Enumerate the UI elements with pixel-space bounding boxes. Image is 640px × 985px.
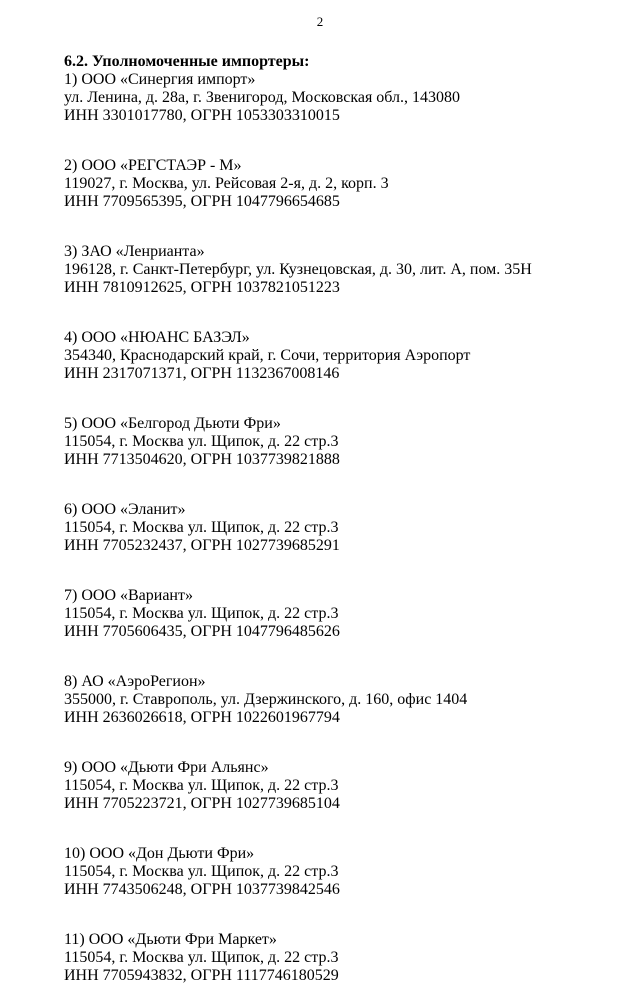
importer-ids: ИНН 7705232437, ОГРН 1027739685291	[64, 537, 340, 554]
importer-ids: ИНН 7810912625, ОГРН 1037821051223	[64, 279, 340, 296]
document-body	[64, 53, 604, 985]
importer-ids: ИНН 7705223721, ОГРН 1027739685104	[64, 795, 340, 812]
importer-ids: ИНН 7743506248, ОГРН 1037739842546	[64, 881, 340, 898]
importer-entry	[64, 501, 604, 555]
importer-name: 2) ООО «РЕГСТАЭР - М»	[64, 157, 242, 174]
section-heading: 6.2. Уполномоченные импортеры:	[64, 53, 310, 70]
importer-address: 119027, г. Москва, ул. Рейсовая 2-я, д. 2, корп. 3	[64, 175, 389, 192]
importer-name: 11) ООО «Дьюти Фри Маркет»	[64, 931, 277, 948]
importer-address: 115054, г. Москва ул. Щипок, д. 22 стр.3	[64, 433, 339, 450]
importer-entry	[64, 673, 604, 727]
importer-address: 355000, г. Ставрополь, ул. Дзержинского, д. 160, офис 1404	[64, 691, 468, 708]
importer-name: 4) ООО «НЮАНС БАЗЭЛ»	[64, 329, 250, 346]
importer-name: 1) ООО «Синергия импорт»	[64, 71, 256, 88]
importer-name: 9) ООО «Дьюти Фри Альянс»	[64, 759, 269, 776]
page-number: 2	[316, 14, 324, 29]
importer-address: 115054, г. Москва ул. Щипок, д. 22 стр.3	[64, 519, 339, 536]
importer-address: 354340, Краснодарский край, г. Сочи, территория Аэропорт	[64, 347, 471, 364]
importer-ids: ИНН 7713504620, ОГРН 1037739821888	[64, 451, 340, 468]
importer-address: 115054, г. Москва ул. Щипок, д. 22 стр.3	[64, 863, 339, 880]
importer-name: 8) АО «АэроРегион»	[64, 673, 206, 690]
importer-address: 115054, г. Москва ул. Щипок, д. 22 стр.3	[64, 605, 339, 622]
importer-name: 3) ЗАО «Ленрианта»	[64, 243, 205, 260]
importer-name: 6) ООО «Эланит»	[64, 501, 186, 518]
importer-address: ул. Ленина, д. 28а, г. Звенигород, Московская обл., 143080	[64, 89, 461, 106]
importer-ids: ИНН 7705943832, ОГРН 1117746180529	[64, 967, 339, 984]
importer-ids: ИНН 2317071371, ОГРН 1132367008146	[64, 365, 340, 382]
importer-ids: ИНН 7705606435, ОГРН 1047796485626	[64, 623, 340, 640]
importer-address: 115054, г. Москва ул. Щипок, д. 22 стр.3	[64, 949, 339, 966]
importer-entry	[64, 243, 604, 297]
importer-name: 7) ООО «Вариант»	[64, 587, 193, 604]
importer-entry	[64, 845, 604, 899]
importer-entry	[64, 415, 604, 469]
importer-entry	[64, 157, 604, 211]
importer-entry	[64, 71, 604, 125]
importer-entry	[64, 931, 604, 985]
importer-entry	[64, 329, 604, 383]
importer-name: 10) ООО «Дон Дьюти Фри»	[64, 845, 255, 862]
importer-ids: ИНН 3301017780, ОГРН 1053303310015	[64, 107, 340, 124]
importer-address: 115054, г. Москва ул. Щипок, д. 22 стр.3	[64, 777, 339, 794]
importer-ids: ИНН 7709565395, ОГРН 1047796654685	[64, 193, 340, 210]
importer-name: 5) ООО «Белгород Дьюти Фри»	[64, 415, 281, 432]
importer-ids: ИНН 2636026618, ОГРН 1022601967794	[64, 709, 340, 726]
importer-entry	[64, 759, 604, 813]
importer-list	[64, 71, 604, 985]
importer-address: 196128, г. Санкт-Петербург, ул. Кузнецовская, д. 30, лит. А, пом. 35Н	[64, 261, 532, 278]
importer-entry	[64, 587, 604, 641]
